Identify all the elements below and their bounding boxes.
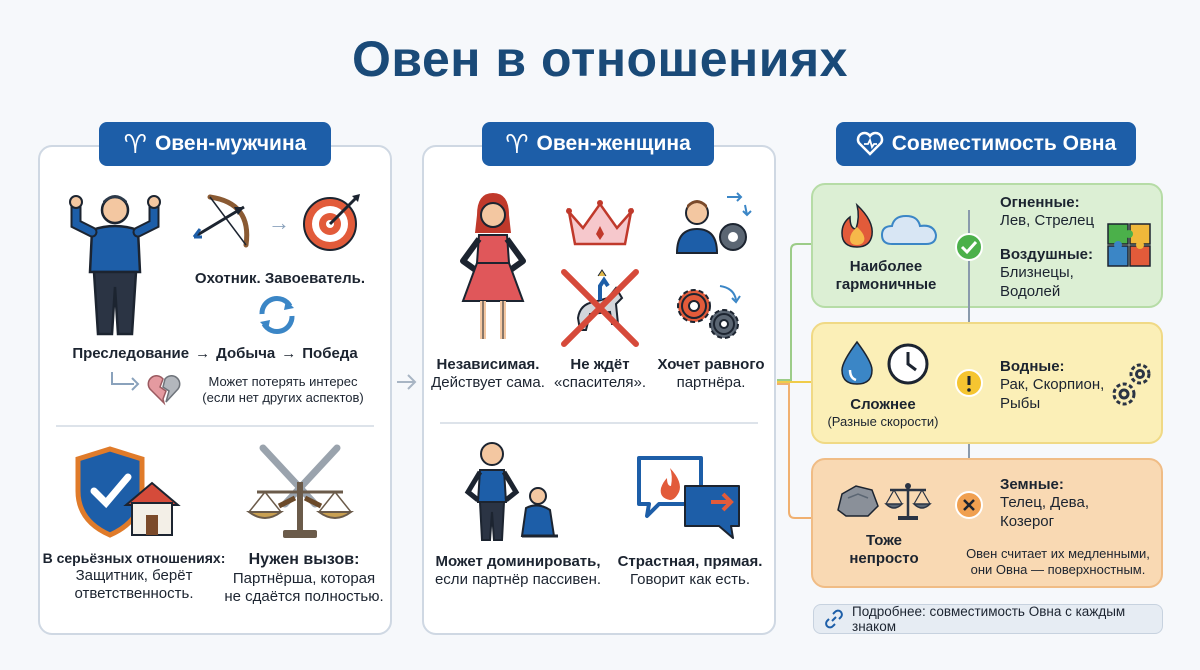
stone-icon (834, 480, 880, 520)
lose-interest-line1: Может потерять интерес (208, 374, 358, 389)
independent-title: Независимая. (436, 356, 540, 373)
harmonious-line1: Наиболее (849, 258, 923, 275)
page-title: Овен в отношениях (352, 31, 848, 87)
equal-title: Хочет равного (657, 356, 765, 373)
earth-title: Земные: (1000, 476, 1064, 493)
gears-icon (670, 280, 750, 346)
passion-title: Страстная, прямая. (617, 553, 763, 570)
harmonious-line2: гармоничные (835, 276, 937, 294)
lose-interest-note (188, 374, 378, 406)
tree-connector (775, 240, 815, 530)
header-label: Овен-женщина (536, 132, 691, 155)
strong-man-icon (70, 192, 160, 342)
bow-arrow-icon (190, 193, 260, 253)
air-signs (1000, 246, 1110, 301)
nosave-title: Не ждёт (570, 356, 630, 373)
victory-label: Победа (302, 345, 358, 362)
water-signs (1000, 358, 1120, 413)
target-icon (300, 192, 362, 254)
no-knight-icon (560, 268, 640, 348)
water-title: Водные: (1000, 358, 1065, 375)
equal-sub: партнёра. (676, 374, 746, 392)
fire-title: Огненные: (1000, 194, 1080, 211)
prey-label: Добыча (216, 345, 276, 362)
equal-partner-text (652, 356, 770, 393)
tough-line1: Тоже (866, 532, 902, 549)
fire-signs-list: Лев, Стрелец (1000, 212, 1095, 230)
link-icon (824, 609, 844, 629)
crown-icon (565, 198, 635, 248)
check-circle-icon (954, 232, 984, 262)
more-compatibility-link[interactable] (813, 604, 1163, 634)
passion-text (610, 553, 770, 590)
cycle-arrows-icon (256, 296, 298, 334)
harder-title: Сложнее (850, 396, 916, 413)
puzzle-icon (1106, 222, 1152, 268)
footer-link-label[interactable]: Подробнее: совместимость Овна с каждым знаком (852, 604, 1126, 634)
air-title: Воздушные: (1000, 246, 1094, 263)
fire-icon (838, 203, 876, 249)
serious-title: В серьёзных отношениях: (42, 550, 226, 566)
heart-icon (856, 132, 884, 156)
independent-sub: Действует сама. (431, 374, 545, 392)
header-compatibility (836, 122, 1136, 166)
air-signs-line2: Водолей (1000, 282, 1061, 300)
connector-arrow-icon (395, 372, 419, 392)
serious-line1: Защитник, берёт (75, 567, 193, 585)
independent-text (428, 356, 548, 393)
challenge-text (218, 550, 390, 606)
divider (440, 422, 758, 424)
gears-icon (1110, 360, 1156, 408)
harmonious-label (826, 258, 946, 295)
broken-heart-icon (146, 373, 182, 405)
harder-label (818, 396, 948, 430)
dominate-title: Может доминировать, (435, 553, 601, 570)
clock-icon (886, 342, 930, 386)
water-signs-line1: Рак, Скорпион, (1000, 376, 1105, 394)
divider (56, 425, 374, 427)
x-circle-icon (954, 490, 984, 520)
dominate-icon (462, 440, 562, 545)
tough-line2: непросто (849, 550, 919, 568)
water-drop-icon (840, 340, 874, 386)
earth-signs-line1: Телец, Дева, (1000, 494, 1089, 512)
chase-label: Преследование (72, 345, 190, 362)
cloud-icon (880, 212, 938, 248)
swords-scales-icon (245, 442, 355, 542)
challenge-title: Нужен вызов: (248, 551, 360, 568)
chase-sequence (50, 345, 380, 363)
header-aries-woman (482, 122, 714, 166)
earth-signs-line2: Козерог (1000, 512, 1055, 530)
nosave-sub: «спасителя». (553, 374, 647, 392)
independent-woman-icon (455, 193, 531, 343)
arrow-glyph: → (195, 345, 211, 362)
hunter-label: Охотник. Завоеватель. (194, 270, 366, 287)
aries-symbol-icon: ♈ (505, 128, 529, 159)
no-savior-text (548, 356, 652, 393)
also-tough-label (826, 532, 942, 569)
dominate-text (424, 553, 612, 590)
shield-house-icon (70, 445, 180, 540)
earth-signs (1000, 476, 1120, 531)
earth-note-line1: Овен считает их медленными, (966, 546, 1150, 561)
header-label: Овен-мужчина (154, 132, 307, 155)
challenge-line2: не сдаётся полностью. (224, 587, 384, 605)
arrow-glyph: → (281, 345, 297, 362)
equal-partner-icon (675, 193, 755, 258)
serious-line2: ответственность. (74, 585, 194, 603)
return-arrow-icon (110, 372, 140, 392)
scales-icon (884, 480, 932, 522)
air-signs-line1: Близнецы, (1000, 264, 1074, 282)
lose-interest-line2: (если нет других аспектов) (202, 389, 364, 405)
aries-symbol-icon: ♈ (123, 128, 147, 159)
serious-relations-text (42, 550, 226, 604)
header-label: Совместимость Овна (891, 132, 1117, 155)
challenge-line1: Партнёрша, которая (232, 569, 376, 587)
header-aries-man (99, 122, 331, 166)
arrow-glyph: → (268, 210, 290, 235)
dominate-sub: если партнёр пассивен. (434, 571, 602, 589)
passion-sub: Говорит как есть. (629, 571, 751, 589)
earth-note (960, 546, 1156, 578)
harder-sub: (Разные скорости) (827, 414, 939, 430)
warning-circle-icon (954, 368, 984, 398)
passion-speech-icon (635, 452, 745, 542)
fire-signs (1000, 194, 1110, 231)
earth-note-line2: они Овна — поверхностным. (970, 561, 1146, 577)
water-signs-line2: Рыбы (1000, 394, 1041, 412)
